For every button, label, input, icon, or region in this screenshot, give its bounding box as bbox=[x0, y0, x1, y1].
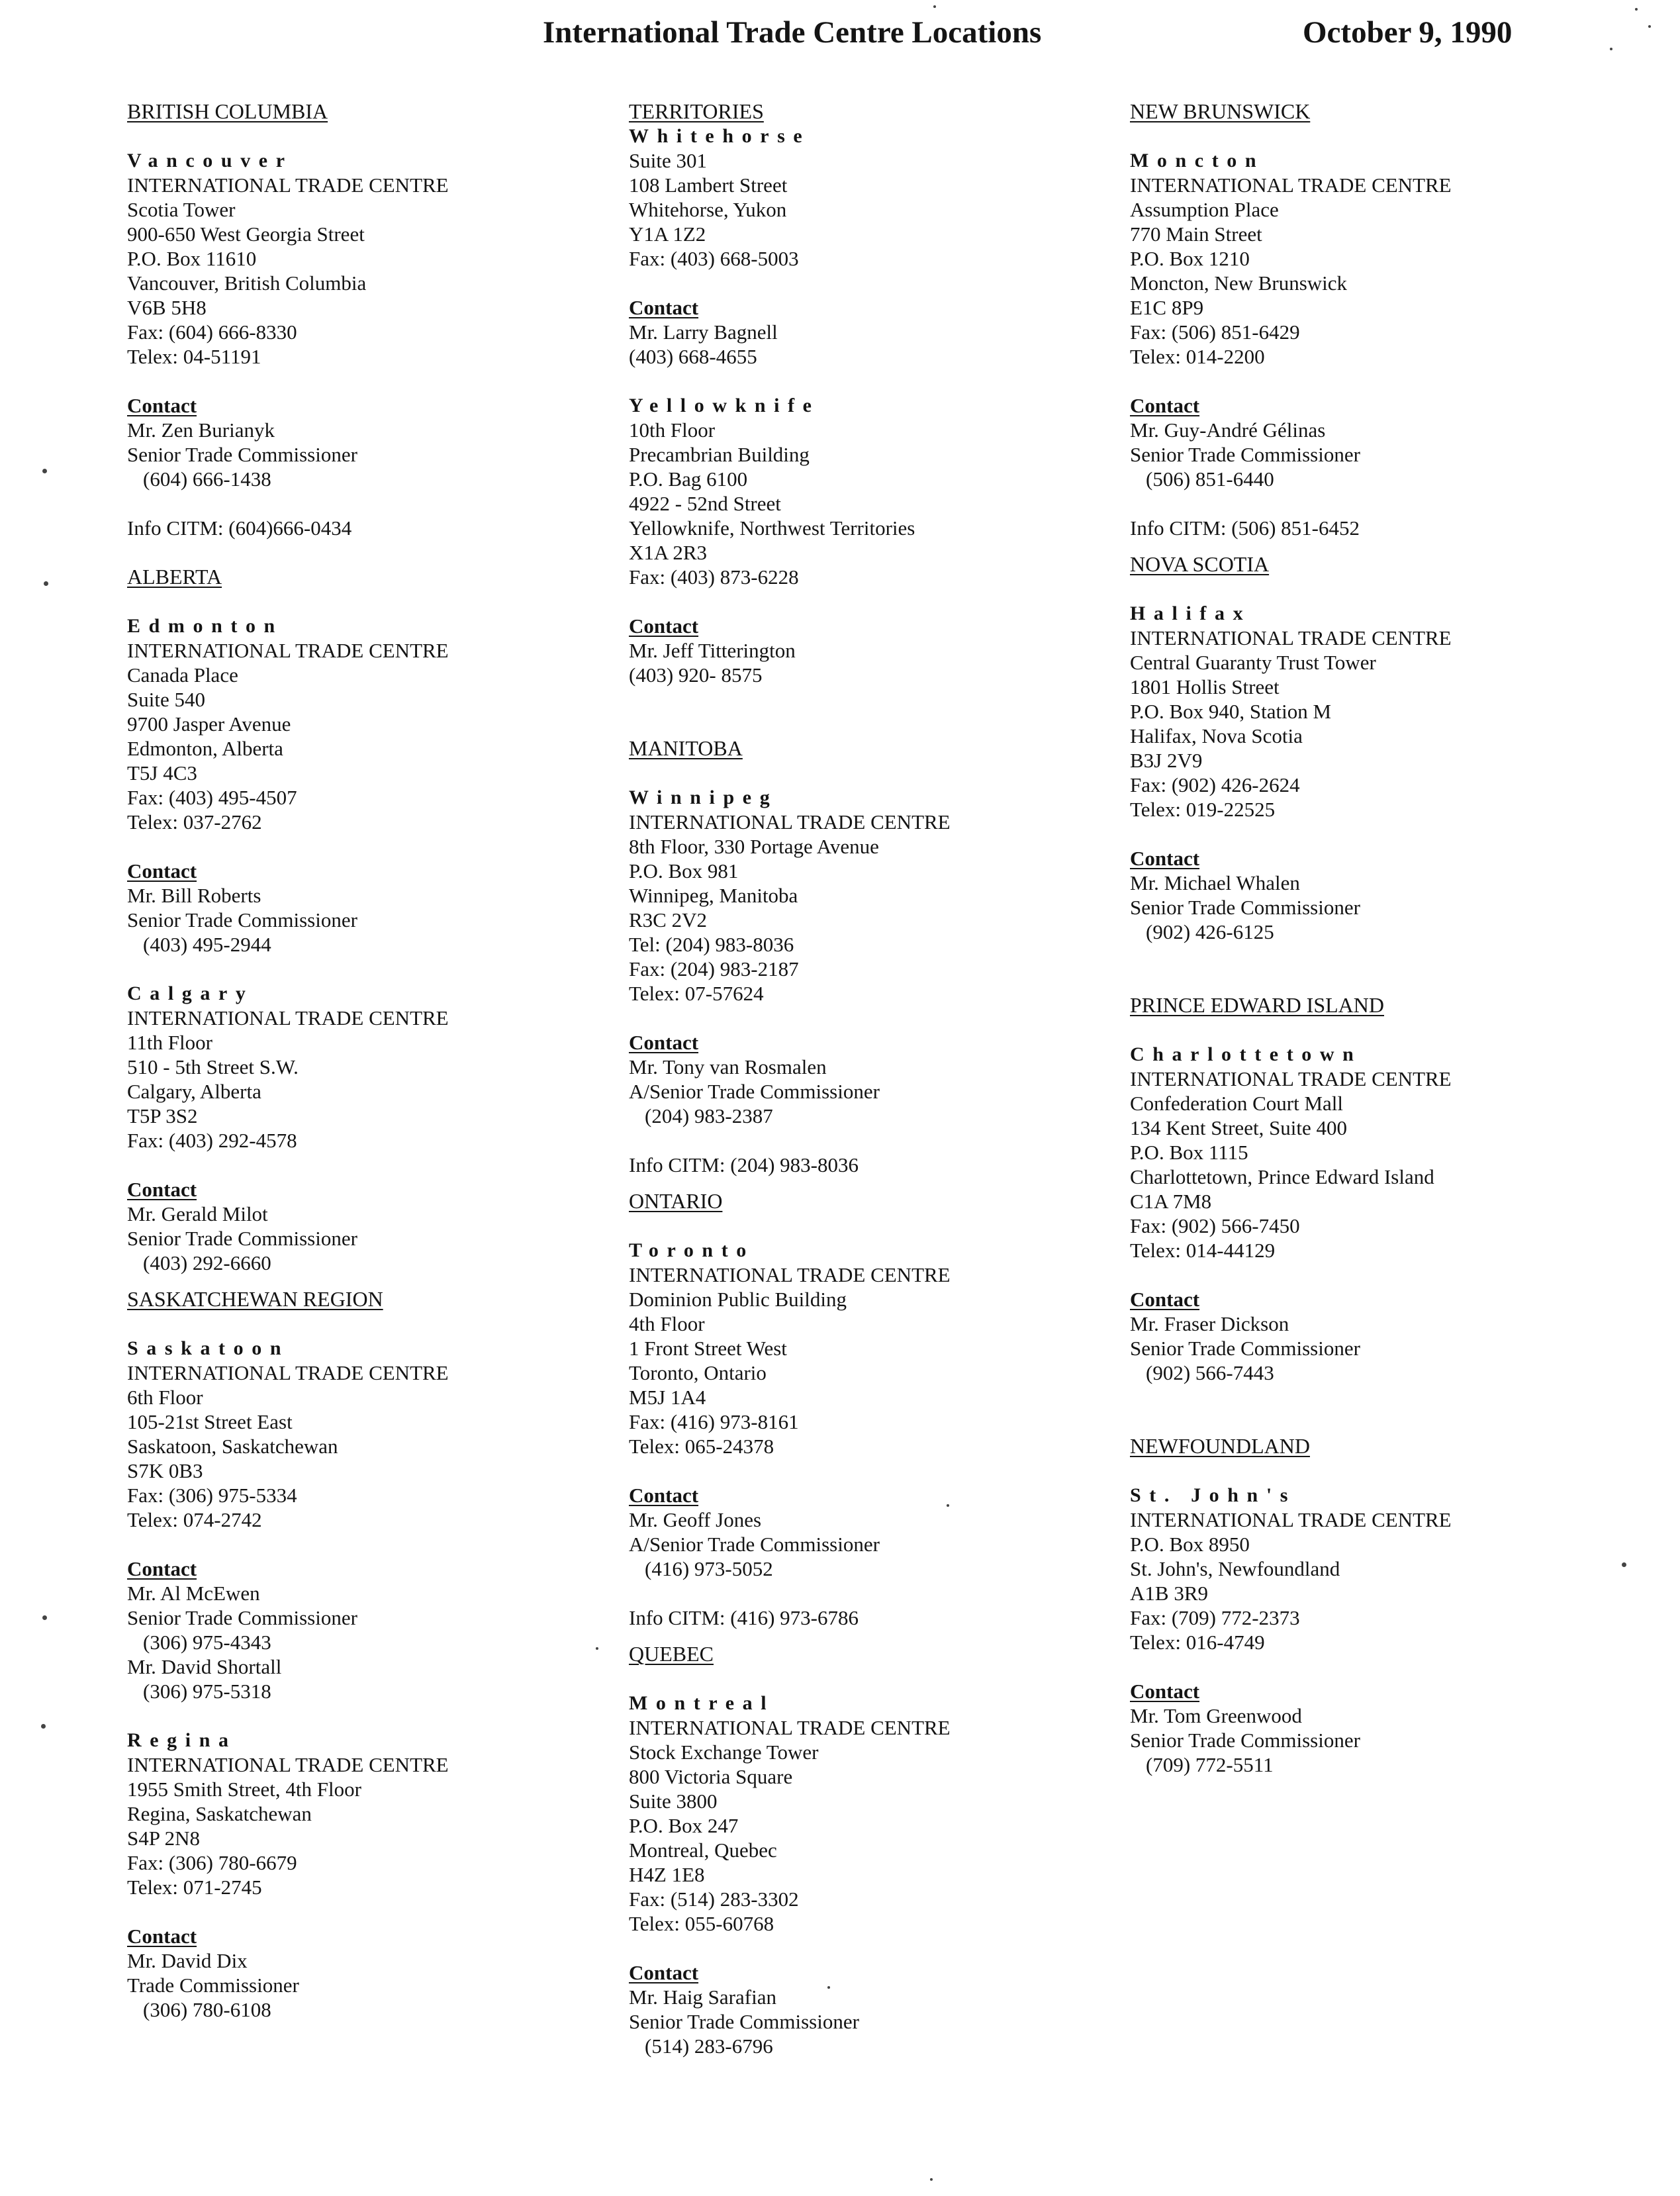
address-line: H4Z 1E8 bbox=[629, 1863, 705, 1886]
city-name: St. John's bbox=[1130, 1484, 1297, 1506]
address-line: Y1A 1Z2 bbox=[629, 222, 706, 246]
info-citm-line: Info CITM: (416) 973-6786 bbox=[629, 1606, 859, 1629]
address-line: P.O. Box 1210 bbox=[1130, 247, 1250, 270]
section-heading: NEWFOUNDLAND bbox=[1130, 1434, 1310, 1458]
address-line: Confederation Court Mall bbox=[1130, 1092, 1343, 1115]
address-block bbox=[629, 148, 1092, 271]
contact-title: Senior Trade Commissioner bbox=[127, 1606, 357, 1629]
contact-phone: (403) 668-4655 bbox=[629, 345, 757, 368]
section-heading: SASKATCHEWAN REGION bbox=[127, 1287, 383, 1311]
section-territories bbox=[629, 99, 1092, 687]
contact-phone: (306) 975-5318 bbox=[143, 1680, 271, 1703]
fax-line: Fax: (204) 983-2187 bbox=[629, 957, 799, 980]
address-line: 900-650 West Georgia Street bbox=[127, 222, 365, 246]
address-line: INTERNATIONAL TRADE CENTRE bbox=[127, 639, 449, 662]
contact-phone: (204) 983-2387 bbox=[645, 1104, 773, 1127]
telex-line: Telex: 065-24378 bbox=[629, 1435, 774, 1458]
address-line: 9700 Jasper Avenue bbox=[127, 712, 291, 736]
scan-speck bbox=[933, 5, 936, 8]
city-name: Toronto bbox=[629, 1239, 755, 1261]
info-citm-line: Info CITM: (604)666-0434 bbox=[127, 516, 352, 540]
scan-speck bbox=[44, 581, 48, 586]
address-line: Regina, Saskatchewan bbox=[127, 1802, 312, 1825]
address-line: St. John's, Newfoundland bbox=[1130, 1557, 1340, 1580]
address-line: Calgary, Alberta bbox=[127, 1080, 261, 1103]
contact-title: Senior Trade Commissioner bbox=[1130, 1337, 1360, 1360]
telex-line: Telex: 016-4749 bbox=[1130, 1631, 1265, 1654]
contact-phone: (403) 292-6660 bbox=[143, 1251, 271, 1274]
contact-name: Mr. Al McEwen bbox=[127, 1582, 260, 1605]
contact-heading: Contact bbox=[629, 614, 699, 638]
contact-heading: Contact bbox=[629, 296, 699, 319]
address-line: 510 - 5th Street S.W. bbox=[127, 1055, 299, 1078]
address-line: R3C 2V2 bbox=[629, 908, 707, 931]
contact-title: Senior Trade Commissioner bbox=[1130, 896, 1360, 919]
address-line: Scotia Tower bbox=[127, 198, 236, 221]
address-block bbox=[127, 638, 590, 834]
telex-line: Telex: 07-57624 bbox=[629, 982, 764, 1005]
address-line: Precambrian Building bbox=[629, 443, 810, 466]
contact-title: Senior Trade Commissioner bbox=[1130, 443, 1360, 466]
address-line: INTERNATIONAL TRADE CENTRE bbox=[127, 1361, 449, 1384]
contact-heading: Contact bbox=[1130, 1288, 1200, 1311]
address-block bbox=[629, 418, 1092, 589]
fax-line: Fax: (902) 426-2624 bbox=[1130, 773, 1300, 796]
section-alberta bbox=[127, 565, 590, 1275]
contact-name: Mr. Zen Burianyk bbox=[127, 418, 275, 442]
address-line: 134 Kent Street, Suite 400 bbox=[1130, 1116, 1348, 1139]
address-line: T5P 3S2 bbox=[127, 1104, 198, 1127]
address-line: X1A 2R3 bbox=[629, 541, 707, 564]
address-line: INTERNATIONAL TRADE CENTRE bbox=[629, 1716, 951, 1739]
address-line: V6B 5H8 bbox=[127, 296, 207, 319]
scan-speck bbox=[42, 1615, 47, 1620]
section-heading: MANITOBA bbox=[629, 736, 743, 760]
telex-line: Telex: 019-22525 bbox=[1130, 798, 1276, 821]
address-line: E1C 8P9 bbox=[1130, 296, 1204, 319]
tel-line: Tel: (204) 983-8036 bbox=[629, 933, 794, 956]
section-heading: QUEBEC bbox=[629, 1642, 714, 1666]
city-name: Saskatoon bbox=[127, 1337, 290, 1359]
info-citm-line: Info CITM: (204) 983-8036 bbox=[629, 1153, 859, 1176]
section-nova-scotia bbox=[1130, 552, 1607, 944]
address-block bbox=[1130, 1067, 1607, 1263]
address-line: Suite 540 bbox=[127, 688, 205, 711]
fax-line: Fax: (403) 668-5003 bbox=[629, 247, 799, 270]
info-citm-line: Info CITM: (506) 851-6452 bbox=[1130, 516, 1360, 540]
fax-line: Fax: (709) 772-2373 bbox=[1130, 1606, 1300, 1629]
telex-line: Telex: 037-2762 bbox=[127, 810, 262, 834]
address-line: INTERNATIONAL TRADE CENTRE bbox=[629, 1263, 951, 1286]
section-prince-edward-island bbox=[1130, 993, 1607, 1385]
address-line: Toronto, Ontario bbox=[629, 1361, 767, 1384]
contact-title: Trade Commissioner bbox=[127, 1974, 299, 1997]
contact-phone: (403) 495-2944 bbox=[143, 933, 271, 956]
document-date: October 9, 1990 bbox=[1303, 15, 1513, 50]
address-line: 1955 Smith Street, 4th Floor bbox=[127, 1778, 361, 1801]
address-line: 800 Victoria Square bbox=[629, 1765, 793, 1788]
city-name: Yellowknife bbox=[629, 395, 820, 416]
address-line: S4P 2N8 bbox=[127, 1827, 200, 1850]
address-line: 4th Floor bbox=[629, 1312, 705, 1335]
contact-name: Mr. Haig Sarafian bbox=[629, 1985, 776, 2009]
contact-heading: Contact bbox=[127, 859, 197, 883]
column-east bbox=[1130, 99, 1607, 1777]
contact-heading: Contact bbox=[629, 1031, 699, 1054]
address-block bbox=[629, 1715, 1092, 1936]
address-line: P.O. Bag 6100 bbox=[629, 467, 748, 491]
contact-title: Senior Trade Commissioner bbox=[127, 908, 357, 931]
contact-heading: Contact bbox=[127, 1178, 197, 1201]
address-line: 4922 - 52nd Street bbox=[629, 492, 781, 515]
section-heading: PRINCE EDWARD ISLAND bbox=[1130, 993, 1384, 1017]
address-line: T5J 4C3 bbox=[127, 761, 197, 785]
fax-line: Fax: (306) 975-5334 bbox=[127, 1484, 297, 1507]
address-line: Assumption Place bbox=[1130, 198, 1279, 221]
telex-line: Telex: 014-44129 bbox=[1130, 1239, 1276, 1262]
address-line: Dominion Public Building bbox=[629, 1288, 847, 1311]
contact-name: Mr. Tom Greenwood bbox=[1130, 1704, 1302, 1727]
address-line: 8th Floor, 330 Portage Avenue bbox=[629, 835, 879, 858]
telex-line: Telex: 071-2745 bbox=[127, 1876, 262, 1899]
contact-phone: (506) 851-6440 bbox=[1146, 467, 1274, 491]
address-line: 770 Main Street bbox=[1130, 222, 1262, 246]
address-line: INTERNATIONAL TRADE CENTRE bbox=[127, 173, 449, 197]
scan-speck bbox=[930, 2178, 933, 2181]
section-quebec bbox=[629, 1642, 1092, 2058]
address-line: P.O. Box 981 bbox=[629, 859, 739, 883]
telex-line: Telex: 055-60768 bbox=[629, 1912, 774, 1935]
address-line: Edmonton, Alberta bbox=[127, 737, 283, 760]
section-heading: ONTARIO bbox=[629, 1189, 723, 1213]
contact-name: Mr. Guy-André Gélinas bbox=[1130, 418, 1326, 442]
address-line: Halifax, Nova Scotia bbox=[1130, 724, 1303, 747]
address-line: 1 Front Street West bbox=[629, 1337, 787, 1360]
contact-title: Senior Trade Commissioner bbox=[127, 443, 357, 466]
contact-title: A/Senior Trade Commissioner bbox=[629, 1080, 880, 1103]
address-block bbox=[1130, 626, 1607, 822]
fax-line: Fax: (902) 566-7450 bbox=[1130, 1214, 1300, 1237]
scan-speck bbox=[827, 1986, 830, 1989]
address-line: Winnipeg, Manitoba bbox=[629, 884, 798, 907]
telex-line: Telex: 014-2200 bbox=[1130, 345, 1265, 368]
address-line: P.O. Box 11610 bbox=[127, 247, 257, 270]
scan-speck bbox=[41, 1724, 46, 1729]
section-new-brunswick bbox=[1130, 99, 1607, 540]
fax-line: Fax: (403) 292-4578 bbox=[127, 1129, 297, 1152]
scan-speck bbox=[1610, 48, 1612, 50]
scan-speck bbox=[596, 1647, 598, 1650]
city-name: Montreal bbox=[629, 1692, 775, 1714]
address-line: C1A 7M8 bbox=[1130, 1190, 1212, 1213]
city-name: Moncton bbox=[1130, 150, 1265, 171]
contact-heading: Contact bbox=[1130, 1680, 1200, 1703]
address-line: 1801 Hollis Street bbox=[1130, 675, 1280, 698]
section-saskatchewan bbox=[127, 1287, 590, 2022]
contact-name: Mr. Michael Whalen bbox=[1130, 871, 1300, 894]
fax-line: Fax: (604) 666-8330 bbox=[127, 320, 297, 344]
telex-line: Telex: 04-51191 bbox=[127, 345, 261, 368]
address-line: B3J 2V9 bbox=[1130, 749, 1203, 772]
section-heading: TERRITORIES bbox=[629, 99, 764, 123]
address-line: 105-21st Street East bbox=[127, 1410, 293, 1433]
contact-heading: Contact bbox=[127, 394, 197, 417]
fax-line: Fax: (416) 973-8161 bbox=[629, 1410, 799, 1433]
contact-name: Mr. David Dix bbox=[127, 1949, 248, 1972]
section-heading: BRITISH COLUMBIA bbox=[127, 99, 328, 123]
contact-phone: (514) 283-6796 bbox=[645, 2034, 773, 2058]
contact-phone: (306) 975-4343 bbox=[143, 1631, 271, 1654]
address-block bbox=[629, 810, 1092, 1006]
address-line: Central Guaranty Trust Tower bbox=[1130, 651, 1376, 674]
address-line: P.O. Box 940, Station M bbox=[1130, 700, 1332, 723]
contact-name: Mr. Larry Bagnell bbox=[629, 320, 778, 344]
city-name: Winnipeg bbox=[629, 787, 778, 808]
contact-name: Mr. Tony van Rosmalen bbox=[629, 1055, 827, 1078]
contact-name: Mr. Bill Roberts bbox=[127, 884, 261, 907]
address-line: Montreal, Quebec bbox=[629, 1838, 777, 1862]
address-block bbox=[127, 1361, 590, 1532]
contact-phone: (604) 666-1438 bbox=[143, 467, 271, 491]
contact-heading: Contact bbox=[1130, 394, 1200, 417]
telex-line: Telex: 074-2742 bbox=[127, 1508, 262, 1531]
address-line: INTERNATIONAL TRADE CENTRE bbox=[629, 810, 951, 834]
address-line: P.O. Box 1115 bbox=[1130, 1141, 1248, 1164]
fax-line: Fax: (306) 780-6679 bbox=[127, 1851, 297, 1874]
address-line: INTERNATIONAL TRADE CENTRE bbox=[1130, 1067, 1452, 1090]
city-name: Charlottetown bbox=[1130, 1043, 1362, 1065]
contact-heading: Contact bbox=[629, 1484, 699, 1507]
address-line: Suite 3800 bbox=[629, 1790, 718, 1813]
contact-heading: Contact bbox=[127, 1925, 197, 1948]
city-name: Edmonton bbox=[127, 615, 283, 637]
contact-heading: Contact bbox=[127, 1557, 197, 1580]
address-line: INTERNATIONAL TRADE CENTRE bbox=[127, 1753, 449, 1776]
address-line: S7K 0B3 bbox=[127, 1459, 203, 1482]
contact-phone: (306) 780-6108 bbox=[143, 1998, 271, 2021]
address-line: Whitehorse, Yukon bbox=[629, 198, 787, 221]
address-line: INTERNATIONAL TRADE CENTRE bbox=[1130, 626, 1452, 649]
address-line: 6th Floor bbox=[127, 1386, 203, 1409]
contact-title: Senior Trade Commissioner bbox=[629, 2010, 859, 2033]
contact-heading: Contact bbox=[629, 1961, 699, 1984]
section-heading: ALBERTA bbox=[127, 565, 222, 589]
address-line: P.O. Box 247 bbox=[629, 1814, 739, 1837]
city-name: Vancouver bbox=[127, 150, 293, 171]
scan-speck bbox=[1622, 1562, 1626, 1567]
address-block bbox=[127, 1006, 590, 1153]
section-ontario bbox=[629, 1189, 1092, 1630]
address-block bbox=[1130, 1507, 1607, 1654]
contact-title: Senior Trade Commissioner bbox=[127, 1227, 357, 1250]
address-line: 108 Lambert Street bbox=[629, 173, 788, 197]
scan-speck bbox=[947, 1504, 949, 1507]
contact-phone: (902) 566-7443 bbox=[1146, 1361, 1274, 1384]
contact-phone: (403) 920- 8575 bbox=[629, 663, 763, 687]
address-line: Canada Place bbox=[127, 663, 238, 687]
contact-name: Mr. Fraser Dickson bbox=[1130, 1312, 1289, 1335]
contact-name: Mr. Jeff Titterington bbox=[629, 639, 796, 662]
address-block bbox=[127, 1752, 590, 1899]
address-line: P.O. Box 8950 bbox=[1130, 1533, 1250, 1556]
address-line: INTERNATIONAL TRADE CENTRE bbox=[127, 1006, 449, 1029]
city-name: Whitehorse bbox=[629, 125, 811, 147]
fax-line: Fax: (403) 495-4507 bbox=[127, 786, 297, 809]
page-title: International Trade Centre Locations bbox=[543, 15, 1042, 50]
address-line: Charlottetown, Prince Edward Island bbox=[1130, 1165, 1434, 1188]
fax-line: Fax: (506) 851-6429 bbox=[1130, 320, 1300, 344]
section-newfoundland bbox=[1130, 1434, 1607, 1777]
address-line: Saskatoon, Saskatchewan bbox=[127, 1435, 338, 1458]
address-line: INTERNATIONAL TRADE CENTRE bbox=[1130, 1508, 1452, 1531]
contact-title: Senior Trade Commissioner bbox=[1130, 1729, 1360, 1752]
section-heading: NEW BRUNSWICK bbox=[1130, 99, 1311, 123]
contact-name: Mr. David Shortall bbox=[127, 1655, 282, 1678]
address-line: M5J 1A4 bbox=[629, 1386, 706, 1409]
address-line: 10th Floor bbox=[629, 418, 716, 442]
address-line: A1B 3R9 bbox=[1130, 1582, 1208, 1605]
scan-speck bbox=[1635, 8, 1638, 11]
address-line: Suite 301 bbox=[629, 149, 707, 172]
column-central bbox=[629, 99, 1092, 2058]
fax-line: Fax: (403) 873-6228 bbox=[629, 565, 799, 589]
contact-title: A/Senior Trade Commissioner bbox=[629, 1533, 880, 1556]
address-line: Vancouver, British Columbia bbox=[127, 271, 367, 295]
contact-name: Mr. Geoff Jones bbox=[629, 1508, 762, 1531]
address-line: 11th Floor bbox=[127, 1031, 212, 1054]
contact-heading: Contact bbox=[1130, 847, 1200, 870]
address-block bbox=[1130, 173, 1607, 369]
scan-speck bbox=[42, 469, 47, 473]
address-line: Moncton, New Brunswick bbox=[1130, 271, 1348, 295]
address-line: INTERNATIONAL TRADE CENTRE bbox=[1130, 173, 1452, 197]
address-line: Stock Exchange Tower bbox=[629, 1741, 819, 1764]
contact-phone: (902) 426-6125 bbox=[1146, 920, 1274, 943]
address-line: Yellowknife, Northwest Territories bbox=[629, 516, 915, 540]
fax-line: Fax: (514) 283-3302 bbox=[629, 1887, 799, 1911]
section-british-columbia bbox=[127, 99, 590, 540]
address-block bbox=[127, 173, 590, 369]
section-heading: NOVA SCOTIA bbox=[1130, 552, 1270, 576]
contact-phone: (416) 973-5052 bbox=[645, 1557, 773, 1580]
contact-name: Mr. Gerald Milot bbox=[127, 1202, 268, 1225]
contact-phone: (709) 772-5511 bbox=[1146, 1753, 1274, 1776]
section-manitoba bbox=[629, 736, 1092, 1177]
scan-speck bbox=[1648, 25, 1651, 28]
column-west bbox=[127, 99, 590, 2022]
address-block bbox=[629, 1263, 1092, 1458]
city-name: Halifax bbox=[1130, 602, 1252, 624]
city-name: Calgary bbox=[127, 982, 254, 1004]
city-name: Regina bbox=[127, 1729, 237, 1751]
